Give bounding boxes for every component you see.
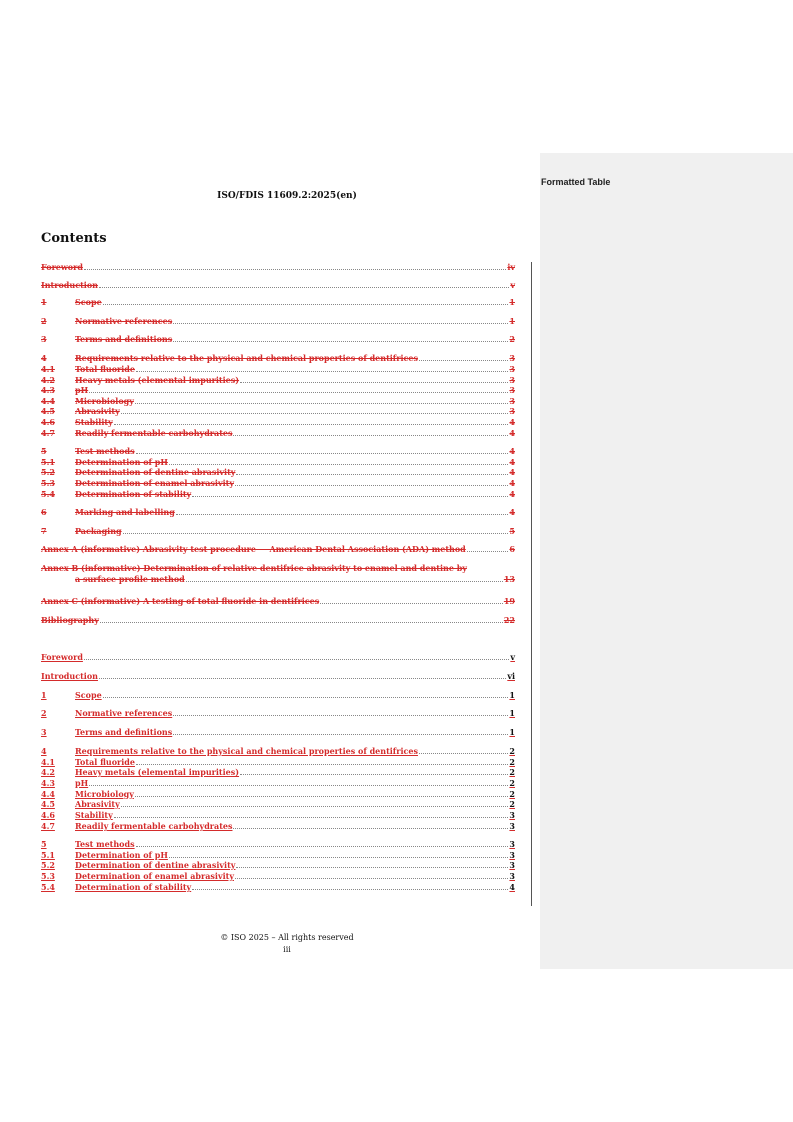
toc-entry-title: Total fluoride	[75, 757, 135, 767]
toc-entry-title: Requirements relative to the physical and chemical properties of dentifrices	[75, 746, 418, 756]
toc-entry-page: 3	[509, 839, 515, 849]
toc-entry-page: 3	[509, 406, 515, 416]
toc-leader-dots	[84, 659, 509, 660]
toc-leader-dots	[89, 392, 508, 393]
toc-entry-number: 1	[41, 690, 47, 700]
toc-entry-title: Scope	[75, 690, 102, 700]
toc-entry-title: a surface profile method	[75, 574, 185, 584]
toc-entry-number: 5.4	[41, 882, 55, 892]
toc-entry-page: 4	[509, 882, 515, 892]
toc-entry[interactable]	[41, 810, 515, 820]
toc-entry[interactable]	[41, 708, 515, 718]
toc-entry-page: 22	[503, 615, 515, 625]
toc-entry[interactable]	[41, 839, 515, 849]
toc-entry[interactable]	[41, 767, 515, 777]
toc-entry-page: 1	[509, 690, 515, 700]
toc-entry-page: 3	[509, 810, 515, 820]
toc-entry-number: 1	[41, 297, 47, 307]
toc-leader-dots	[136, 453, 509, 454]
toc-entry[interactable]	[41, 860, 515, 870]
toc-entry-page: 1	[509, 708, 515, 718]
contents-title: Contents	[41, 231, 107, 246]
toc-entry-title: Normative references	[75, 708, 173, 718]
page-number: iii	[283, 945, 291, 954]
toc-entry-page: 1	[509, 727, 515, 737]
toc-leader-dots	[169, 857, 509, 858]
toc-entry[interactable]	[41, 334, 515, 344]
toc-entry[interactable]	[41, 789, 515, 799]
toc-entry-title: Annex C (informative) A testing of total fluoride in dentifrices	[41, 596, 320, 606]
toc-entry-number: 5	[41, 446, 47, 456]
toc-entry-number: 5	[41, 839, 47, 849]
toc-leader-dots	[235, 485, 508, 486]
toc-leader-dots	[236, 474, 508, 475]
toc-entry-number: 4.4	[41, 789, 55, 799]
toc-entry-number: 3	[41, 334, 47, 344]
toc-entry[interactable]	[41, 821, 515, 831]
toc-entry-title: Test methods	[75, 839, 135, 849]
toc-entry[interactable]	[41, 757, 515, 767]
toc-entry-title: Annex B (informative) Determination of relative dentifrice abrasivity to enamel and dentine by	[41, 563, 467, 573]
toc-entry-page: 4	[509, 457, 515, 467]
toc-entry-number: 4.1	[41, 757, 55, 767]
toc-entry-title: Test methods	[75, 446, 135, 456]
toc-entry-number: 4.6	[41, 810, 55, 820]
toc-entry-page: 2	[509, 757, 515, 767]
comment-panel	[540, 153, 793, 969]
toc-entry-number: 5.3	[41, 478, 55, 488]
toc-entry-title: pH	[75, 385, 89, 395]
toc-leader-dots	[419, 753, 508, 754]
toc-leader-dots	[103, 304, 509, 305]
toc-entry[interactable]	[41, 596, 515, 606]
toc-entry-number: 2	[41, 316, 47, 326]
toc-entry-title: Determination of enamel abrasivity	[75, 871, 234, 881]
toc-entry-number: 4.2	[41, 375, 55, 385]
toc-entry-page: 1	[509, 316, 515, 326]
toc-leader-dots	[103, 697, 509, 698]
toc-entry-title: Determination of dentine abrasivity	[75, 467, 236, 477]
toc-entry[interactable]	[75, 574, 515, 584]
toc-entry-page: iv	[507, 262, 515, 272]
toc-entry-title: Foreword	[41, 262, 83, 272]
toc-entry[interactable]	[41, 385, 515, 395]
toc-entry-number: 5.1	[41, 457, 55, 467]
toc-leader-dots	[186, 581, 503, 582]
toc-entry-page: 1	[509, 297, 515, 307]
copyright-notice: © ISO 2025 – All rights reserved	[220, 933, 354, 942]
document-header: ISO/FDIS 11609.2:2025(en)	[217, 191, 357, 201]
toc-leader-dots	[240, 382, 508, 383]
toc-entry[interactable]	[41, 671, 515, 681]
toc-entry-number: 5.2	[41, 860, 55, 870]
toc-entry-title: Microbiology	[75, 396, 134, 406]
comment-panel-label: Formatted Table	[541, 177, 611, 187]
toc-entry-title: Heavy metals (elemental impurities)	[75, 767, 240, 777]
toc-entry-page: 4	[509, 507, 515, 517]
toc-entry-title: pH	[75, 778, 89, 788]
page-footer	[0, 932, 574, 956]
toc-entry-page: 4	[509, 446, 515, 456]
toc-leader-dots	[240, 774, 508, 775]
toc-entry-title: Terms and definitions	[75, 334, 173, 344]
toc-entry-title: Determination of enamel abrasivity	[75, 478, 234, 488]
toc-entry-page: 2	[509, 767, 515, 777]
toc-entry[interactable]	[41, 262, 515, 272]
toc-entry-title: Total fluoride	[75, 364, 135, 374]
toc-entry-title: Determination of stability	[75, 489, 192, 499]
toc-entry-title: Packaging	[75, 526, 122, 536]
toc-entry-page: 3	[509, 821, 515, 831]
toc-entry-page: vi	[507, 671, 515, 681]
toc-entry-title: Abrasivity	[75, 406, 120, 416]
toc-entry-number: 2	[41, 708, 47, 718]
toc-entry[interactable]	[41, 746, 515, 756]
toc-entry[interactable]	[41, 727, 515, 737]
toc-entry-title: Normative references	[75, 316, 173, 326]
toc-leader-dots	[99, 287, 509, 288]
toc-entry[interactable]	[41, 280, 515, 290]
toc-entry-page: 2	[509, 778, 515, 788]
toc-entry-number: 5.1	[41, 850, 55, 860]
toc-entry-page: 3	[509, 860, 515, 870]
toc-leader-dots	[173, 323, 508, 324]
toc-entry-title: Foreword	[41, 652, 83, 662]
toc-leader-dots	[99, 678, 506, 679]
toc-entry[interactable]	[41, 457, 515, 467]
toc-entry[interactable]	[41, 353, 515, 363]
toc-entry-page: 4	[509, 478, 515, 488]
toc-leader-dots	[192, 496, 508, 497]
toc-entry-page: v	[510, 280, 515, 290]
toc-entry[interactable]	[41, 417, 515, 427]
toc-entry[interactable]	[41, 428, 515, 438]
toc-entry[interactable]	[41, 778, 515, 788]
toc-entry-number: 4	[41, 746, 47, 756]
toc-entry-page: 2	[509, 334, 515, 344]
toc-entry[interactable]	[41, 871, 515, 881]
toc-entry[interactable]	[41, 364, 515, 374]
toc-entry-title: Bibliography	[41, 615, 99, 625]
toc-entry[interactable]	[41, 799, 515, 809]
toc-entry-page: 6	[509, 544, 515, 554]
toc-leader-dots	[236, 867, 508, 868]
toc-entry-number: 4.3	[41, 778, 55, 788]
toc-entry[interactable]	[41, 544, 515, 554]
toc-entry[interactable]	[41, 297, 515, 307]
toc-entry-page: 3	[509, 364, 515, 374]
toc-entry-number: 6	[41, 507, 47, 517]
toc-leader-dots	[136, 846, 509, 847]
toc-leader-dots	[121, 413, 509, 414]
toc-entry-title: Determination of pH	[75, 850, 168, 860]
toc-entry-number: 4	[41, 353, 47, 363]
toc-entry-page: 2	[509, 789, 515, 799]
toc-entry-title: Determination of pH	[75, 457, 168, 467]
toc-entry[interactable]	[41, 396, 515, 406]
toc-entry-page: 3	[509, 385, 515, 395]
toc-entry[interactable]	[41, 467, 515, 477]
toc-leader-dots	[136, 764, 508, 765]
toc-entry[interactable]	[41, 375, 515, 385]
toc-entry-title: Determination of stability	[75, 882, 192, 892]
toc-entry-title: Heavy metals (elemental impurities)	[75, 375, 240, 385]
toc-leader-dots	[135, 796, 509, 797]
toc-leader-dots	[173, 715, 508, 716]
toc-leader-dots	[320, 603, 503, 604]
toc-entry[interactable]	[41, 850, 515, 860]
toc-entry-page: 3	[509, 375, 515, 385]
toc-entry[interactable]	[41, 882, 515, 892]
toc-leader-dots	[169, 464, 509, 465]
toc-leader-dots	[100, 622, 503, 623]
toc-entry-page: 3	[509, 396, 515, 406]
toc-entry[interactable]	[41, 690, 515, 700]
toc-leader-dots	[419, 360, 508, 361]
toc-entry[interactable]	[41, 615, 515, 625]
toc-entry[interactable]	[41, 563, 515, 573]
toc-entry-title: Introduction	[41, 671, 98, 681]
toc-entry-page: 3	[509, 850, 515, 860]
toc-entry-page: 13	[503, 574, 515, 584]
toc-entry-number: 4.5	[41, 406, 55, 416]
toc-leader-dots	[233, 828, 508, 829]
toc-entry-page: 4	[509, 489, 515, 499]
toc-leader-dots	[136, 371, 508, 372]
toc-entry-title: Annex A (informative) Abrasivity test procedure — American Dental Association (ADA) method	[41, 544, 466, 554]
toc-leader-dots	[192, 889, 508, 890]
toc-entry[interactable]	[41, 406, 515, 416]
toc-leader-dots	[114, 817, 509, 818]
toc-entry-page: 4	[509, 428, 515, 438]
toc-entry-title: Marking and labelling	[75, 507, 175, 517]
toc-entry-title: Microbiology	[75, 789, 134, 799]
toc-entry-page: 4	[509, 417, 515, 427]
toc-leader-dots	[467, 551, 509, 552]
toc-leader-dots	[121, 806, 509, 807]
toc-entry-title: Readily fermentable carbohydrates	[75, 821, 233, 831]
toc-entry-title: Readily fermentable carbohydrates	[75, 428, 233, 438]
toc-entry-page: 4	[509, 467, 515, 477]
toc-entry-title: Scope	[75, 297, 102, 307]
toc-entry-number: 4.3	[41, 385, 55, 395]
toc-entry[interactable]	[41, 446, 515, 456]
toc-entry-page: 3	[509, 871, 515, 881]
toc-entry-number: 5.3	[41, 871, 55, 881]
toc-leader-dots	[89, 785, 508, 786]
toc-entry-page: 2	[509, 799, 515, 809]
toc-entry-number: 4.2	[41, 767, 55, 777]
toc-entry-title: Terms and definitions	[75, 727, 173, 737]
toc-leader-dots	[114, 424, 509, 425]
toc-entry-number: 5.2	[41, 467, 55, 477]
toc-entry-title: Abrasivity	[75, 799, 120, 809]
toc-leader-dots	[123, 533, 509, 534]
toc-entry-number: 4.6	[41, 417, 55, 427]
toc-entry-title: Requirements relative to the physical and chemical properties of dentifrices	[75, 353, 418, 363]
toc-entry-number: 7	[41, 526, 47, 536]
toc-leader-dots	[84, 269, 506, 270]
toc-entry-title: Determination of dentine abrasivity	[75, 860, 236, 870]
toc-entry-page: 3	[509, 353, 515, 363]
toc-entry-number: 4.7	[41, 821, 55, 831]
toc-entry-number: 4.1	[41, 364, 55, 374]
table-border-line	[531, 262, 532, 906]
toc-leader-dots	[135, 403, 509, 404]
toc-entry-page: 19	[503, 596, 515, 606]
toc-entry-number: 5.4	[41, 489, 55, 499]
toc-entry[interactable]	[41, 526, 515, 536]
toc-entry[interactable]	[41, 507, 515, 517]
toc-entry[interactable]	[41, 652, 515, 662]
toc-entry-number: 3	[41, 727, 47, 737]
toc-entry-title: Introduction	[41, 280, 98, 290]
toc-leader-dots	[233, 435, 508, 436]
toc-entry[interactable]	[41, 489, 515, 499]
toc-entry-title: Stability	[75, 417, 113, 427]
toc-entry[interactable]	[41, 478, 515, 488]
toc-leader-dots	[173, 341, 508, 342]
toc-leader-dots	[235, 878, 508, 879]
toc-entry[interactable]	[41, 316, 515, 326]
toc-entry-title: Stability	[75, 810, 113, 820]
toc-entry-number: 4.5	[41, 799, 55, 809]
toc-entry-page: 2	[509, 746, 515, 756]
toc-leader-dots	[173, 734, 508, 735]
toc-entry-page: 5	[509, 526, 515, 536]
toc-entry-page: v	[510, 652, 515, 662]
toc-entry-number: 4.7	[41, 428, 55, 438]
toc-leader-dots	[176, 514, 509, 515]
toc-entry-number: 4.4	[41, 396, 55, 406]
